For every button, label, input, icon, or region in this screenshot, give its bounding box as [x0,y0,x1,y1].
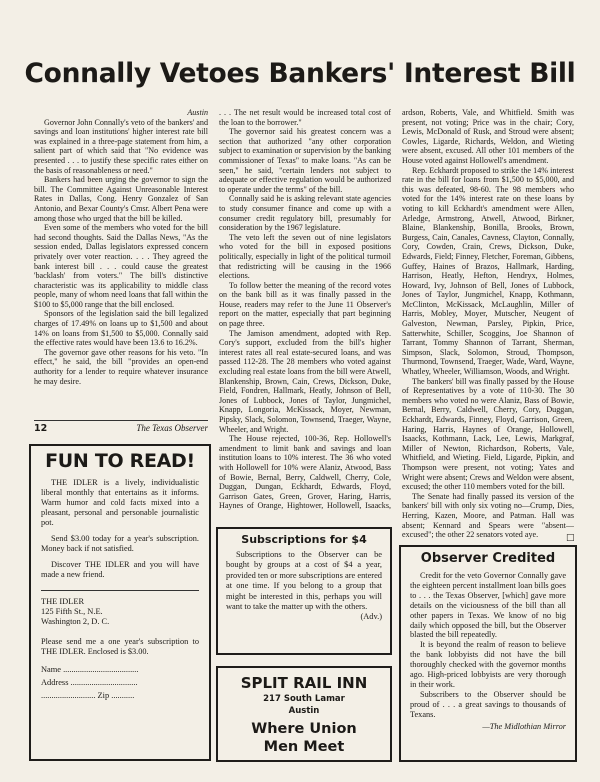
headline: Connally Vetoes Bankers' Interest Bill [24,58,576,89]
paragraph: The Senate had finally passed its version of the bankers' bill with only six voting no—Crump, Dies, Herring, Kazen, Moore, and Patman. Hall was absent; Kennard and Spears were "absent—excused"; the other 22 senators voted aye. [402,491,574,540]
paragraph: Bankers had been urging the governor to sign the bill. The Committee Against Unreasonable Interest Rates in Dallas, Cong. Henry Gonzalez of San Antonio, and Bexar County's Cmsr. Albert Pena were among those who urged that the bill be killed. [34,175,208,223]
paragraph: ardson, Roberts, Vale, and Whitfield. Smith was present, not voting; Price was in the chair; Cory, Lewis, McDonald of Rusk, and Stroud were absent; Cowles, Ligarde, Richards, Weldon, and Wieting were absent, excused. All other 101 members of the House voted against Hollowell's amendment. [402,108,574,165]
credited-title: Observer Credited [420,551,556,566]
address-line: Washington 2, D. C. [41,617,110,626]
article-column-3 [402,108,574,540]
paragraph: Send $3.00 today for a year's subscription. Money back if not satisfied. [41,534,199,553]
paragraph: Governor John Connally's veto of the bankers' and savings and loan institutions' higher interest rate bill was explained in a three-page statement from him, a salient part of which said that "No evidence was presented . . . to justify these specific rates either on the basis of reasonableness or need." [34,117,208,175]
paragraph: THE IDLER is a lively, individualistic liberal monthly that entertains as it informs. Warm humor and cold facts mixed into a pleasant, personal and personable journalistic pot. [41,478,199,527]
page-number: 12 [34,423,48,434]
inn-city: Austin [288,706,320,716]
paragraph: The governor said his greatest concern was a section that authorized "any other corporation subject to examination or supervision by the banking commissioner of Texas" to make loans. "As can be seen," he said, "certain lenders not subject to adequate or effective regulation would be authorized to operate under the terms" of the bill. [219,127,391,194]
credited-source: —The Midlothian Mirror [482,721,566,731]
address-line: THE IDLER [41,597,85,606]
coupon-text: Please send me a one year's subscription to THE IDLER. Enclosed is $3.00. [41,637,199,656]
zip-field[interactable]: .......................... Zip ........... [41,691,135,700]
paragraph: Even some of the members who voted for the bill had second thoughts. Said the Dallas News, "As the session ended, Dallas legislators expressed concern privately over voter reaction. . . . They agreed the bank interest bill . . . could cause the greatest 'backlash' from voters." The bill's distinctive characteristic was its applicability to middle class people, many of whom need loans that fall within the $100 to $5,000 range that the bill enclosed. [34,223,208,309]
adv-label: (Adv.) [360,612,382,622]
name-field[interactable]: Name .................................... [41,665,139,674]
paragraph: Rep. Eckhardt proposed to strike the 14% interest rate in the bill for loans from $1,500 to $5,000, and this was defeated, 98-60. The 98 members who voted for the 14% interest rate on these loans by voting to kill Eckhardt's amendment were Allen, Arledge, Armstrong, Atwell, Atwood, Birkner, Blaine, Blankenship, Bonilla, Brooks, Brown, Burgess, Cain, Canales, Cavness, Clayton, Connally, Cory, Cowden, Crain, Crews, Dickson, Duke, Edwards, Field; Finney, Fletcher, Foreman, Gibbens, Guffey, Haines of Brazos, Hallmark, Harding, Harrison, Heatly, Hefton, Hendryx, Holmes, Howard, Ivy, Johnson of Bell, Jones of Lubbock, Jones of Taylor, Jungmichel, Knapp, Kothmann, McClinton, McKissack, McLaughlin, Miller of Harris, Mobley, Moyer, Mutscher, Neugent of Galveston, Newman, Parsley, Pipkin, Price, Satterwhite, Schiller, Scoggins, Joe Shannon of Tarrant, Tommy Shannon of Tarrant, Sherman, Simpson, Slack, Solomon, Stroud, Thompson, Thurmond, Townsend, Traeger, Wade, Ward, Wayne, Whatley, Wheeler, Williamson, Woods, and Wright. [402,165,574,377]
slogan-line-1: Where Union [251,721,357,737]
publication-name: The Texas Observer [136,423,208,433]
dateline: Austin [187,108,208,117]
paragraph: The governor gave other reasons for his veto. "In effect," he said, the bill "provides an open-end authority for a lender to require whatever insurance he may desire. [34,347,208,386]
credited-text [410,571,566,720]
article-column-1 [34,108,208,414]
end-mark: □ [566,533,575,543]
subscriptions-text: Subscriptions to the Observer can be bought by groups at a cost of $4 a year, provided ten or more subscriptions are entered at one time. If you belong to a group that might be interested in this, perhaps you will want to take the matter up with the others. [226,550,382,612]
paragraph: Subscribers to the Observer should be proud of . . . a great savings to thousands of Texans. [410,689,566,719]
slogan-line-2: Men Meet [263,739,345,755]
paragraph: The veto left the seven out of nine legislators who voted for the bill in exposed positions politically, especially in light of the political turmoil that redistricting will be causing in the 1966 elections. [219,232,391,281]
split-rail-inn-ad [216,666,392,762]
paragraph: Credit for the veto Governor Connally gave the eighteen percent installment loan bills goes to . . . the Texas Observer, [which] gave more details on the viciousness of the bill than all other papers in Texas. We know of no big daily which opposed the bill, but the Observer blasted the bill repeatedly. [410,571,566,640]
paragraph: The Jamison amendment, adopted with Rep. Cory's support, excluded from the bill's higher interest rates all real estate-secured loans, and was passed 112-28. The 28 members who voted against excluding real estate loans from the bill were Atwell, Blankenship, Brown, Cain, Crews, Dickson, Duke, Field, Fondren, Hallmark, Heatly, Johnson of Bell, Jones of Lubbock, Jones of Taylor, Jungmichel, Knapp, Longoria, McKissack, Moyer, Newman, Pipsky, Slack, Solomon, Townsend, Traeger, Wayne, Wheeler, and Wright. [219,328,391,434]
page-footer [34,420,208,435]
subscriptions-title: Subscriptions for $4 [241,533,367,546]
paragraph: The House rejected, 100-36, Rep. Hollowell's amendment to limit bank and savings and loan institution loans to 10% interest. The 36 who voted with Hollowell for 10% were Alaniz, Atwood, Bass of Bowie, Bernal, Berry, Caldwell, Cherry, Cole, Duggan, Dungan, Eckhardt, Edwards, Floyd, Garrison Gates, Green, Grover, Haring, Harris, Haynes of Orange, Hightower, Hollowell, Isaacks, [219,434,391,511]
paragraph: To follow better the meaning of the record votes on the bank bill as it was finally passed in the House, readers may refer to the June 11 Observer's report on the matter, especially that part beginning on page three. [219,280,391,329]
paragraph: Discover THE IDLER and you will have made a new friend. [41,560,199,579]
idler-coupon [41,637,199,657]
inn-name: SPLIT RAIL INN [240,674,368,692]
paragraph: . . . The net result would be increased total cost of the loan to the borrower." [219,108,391,127]
inn-address: 217 South Lamar [263,694,345,704]
address-line: 125 Fifth St., N.E. [41,607,103,616]
idler-title: FUN TO READ! [45,450,195,472]
paragraph: Sponsors of the legislation said the bill legalized charges of 17.49% on loans up to $1,500 and about 14% on loans from $1,500 to $5,000. Connally said the effective rates would have been 13.6 to 16.2%. [34,309,208,348]
paragraph: The bankers' bill was finally passed by the House of Representatives by a vote of 110-30. The 30 members who voted no were Alaniz, Bass of Bowie, Bernal, Berry, Caldwell, Cherry, Cory, Duggan, Eckhardt, Edwards, Finney, Floyd, Garrison, Green, Haring, Harris, Haynes of Orange, Hollowell, Isaacks, Kothmann, Lack, Lee, Lewis, Markgraf, Miller of Newton, Richardson, Roberts, Vale, Whitfield, and Wieting. Field, Ligarde, Pipkin, and Thompson were present, not voting; Yates and Wright were absent; Crews and Weldon were absent, excused; the other 110 members voted for the bill. [402,376,574,492]
observer-credited-box [399,545,577,762]
paragraph: It is beyond the realm of reason to believe the bank lobbyists did not have the bill thoroughly checked with the governor months ago. High-priced lobbyists are very thorough in their work. [410,640,566,689]
idler-address [41,590,199,627]
idler-ad [29,444,211,761]
inn-slogan [224,720,384,756]
article-column-2 [219,108,391,512]
subscriptions-ad [216,527,392,655]
address-field[interactable]: Address ................................ [41,678,138,687]
idler-text [41,478,199,580]
paragraph: Connally said he is asking relevant state agencies to study consumer finance and come up with a consumer credit regulatory bill, presumably for consideration by the 1967 legislature. [219,194,391,233]
